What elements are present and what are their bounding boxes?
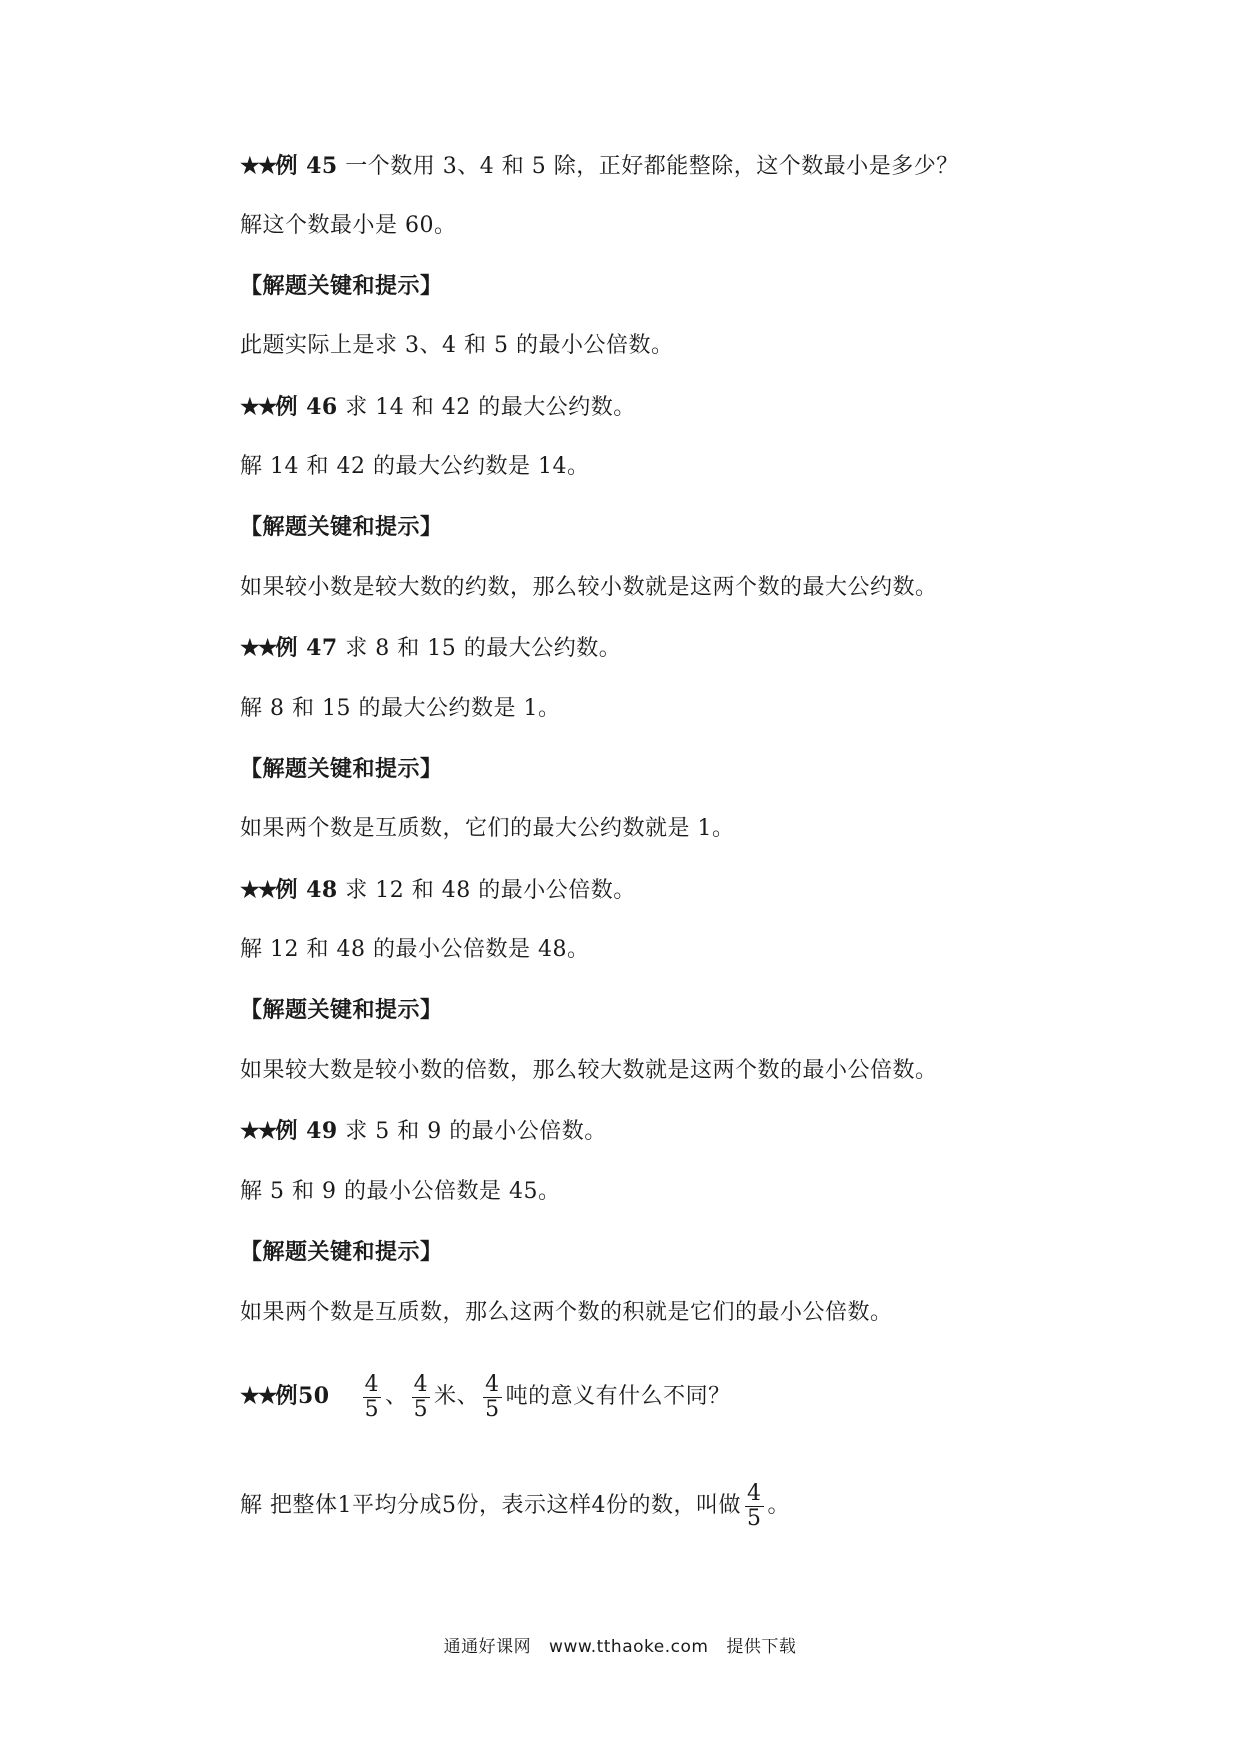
- answer-text: 解 把整体1平均分成5份，表示这样4份的数，叫做: [240, 1493, 741, 1518]
- example-label: 例 47: [275, 635, 338, 661]
- example-label: 例 45: [275, 153, 338, 179]
- example-45-question: [240, 152, 959, 181]
- footer-url: www.tthaoke.com: [549, 1637, 709, 1657]
- question-text: 吨的意义有什么不同？: [505, 1384, 731, 1409]
- example-49-question: [240, 1117, 607, 1146]
- question-text: 求 5 和 9 的最小公倍数。: [345, 1119, 607, 1144]
- unit-meter: 米、: [434, 1384, 480, 1409]
- example-45-hint: 此题实际上是求 3、4 和 5 的最小公倍数。: [240, 333, 674, 358]
- question-text: 一个数用 3、4 和 5 除，正好都能整除，这个数最小是多少？: [345, 154, 959, 179]
- example-49-answer: 解 5 和 9 的最小公倍数是 45。: [240, 1179, 561, 1204]
- example-46-question: [240, 393, 636, 422]
- question-text: 求 14 和 42 的最大公约数。: [345, 395, 636, 420]
- star-icon: ★★: [240, 394, 276, 420]
- fraction-answer: $\frac{4}{5}$: [747, 1480, 762, 1531]
- example-48-answer: 解 12 和 48 的最小公倍数是 48。: [240, 937, 590, 962]
- star-icon: ★★: [240, 1118, 276, 1144]
- footer-suffix: 提供下载: [726, 1637, 797, 1657]
- example-47-question: [240, 634, 621, 663]
- star-icon: ★★: [240, 877, 276, 903]
- page-footer: [0, 1632, 1240, 1657]
- separator: 、: [385, 1384, 408, 1409]
- example-46-hint: 如果较小数是较大数的约数，那么较小数就是这两个数的最大公约数。: [240, 575, 938, 600]
- question-text: 求 12 和 48 的最小公倍数。: [345, 878, 636, 903]
- example-46-answer: 解 14 和 42 的最大公约数是 14。: [240, 454, 590, 479]
- example-label: 例50: [275, 1383, 330, 1409]
- example-47-hint: 如果两个数是互质数，它们的最大公约数就是 1。: [240, 816, 735, 841]
- star-icon: ★★: [240, 1383, 276, 1409]
- example-47-answer: 解 8 和 15 的最大公约数是 1。: [240, 696, 561, 721]
- question-text: 求 8 和 15 的最大公约数。: [345, 636, 622, 661]
- example-48-hint: 如果较大数是较小数的倍数，那么较大数就是这两个数的最小公倍数。: [240, 1058, 938, 1083]
- example-48-question: [240, 876, 636, 905]
- fraction-meter: $\frac{4}{5}$: [413, 1371, 429, 1422]
- star-icon: ★★: [240, 635, 276, 661]
- fraction: $\frac{4}{5}$: [364, 1371, 380, 1422]
- example-47-hint-title: 【解题关键和提示】: [240, 756, 443, 782]
- fraction-ton: $\frac{4}{5}$: [485, 1371, 500, 1422]
- example-50-answer: [240, 1478, 790, 1534]
- example-46-hint-title: 【解题关键和提示】: [240, 514, 443, 540]
- example-49-hint-title: 【解题关键和提示】: [240, 1239, 443, 1265]
- example-label: 例 49: [275, 1118, 338, 1144]
- example-label: 例 48: [275, 877, 338, 903]
- example-48-hint-title: 【解题关键和提示】: [240, 997, 443, 1023]
- footer-site-name: 通通好课网: [443, 1637, 532, 1657]
- example-label: 例 46: [275, 394, 338, 420]
- answer-end: 。: [767, 1493, 791, 1518]
- example-49-hint: 如果两个数是互质数，那么这两个数的积就是它们的最小公倍数。: [240, 1300, 893, 1325]
- example-45-hint-title: 【解题关键和提示】: [240, 273, 443, 299]
- example-45-answer: 解这个数最小是 60。: [240, 213, 457, 238]
- example-50-question: [240, 1368, 731, 1425]
- star-icon: ★★: [240, 153, 276, 179]
